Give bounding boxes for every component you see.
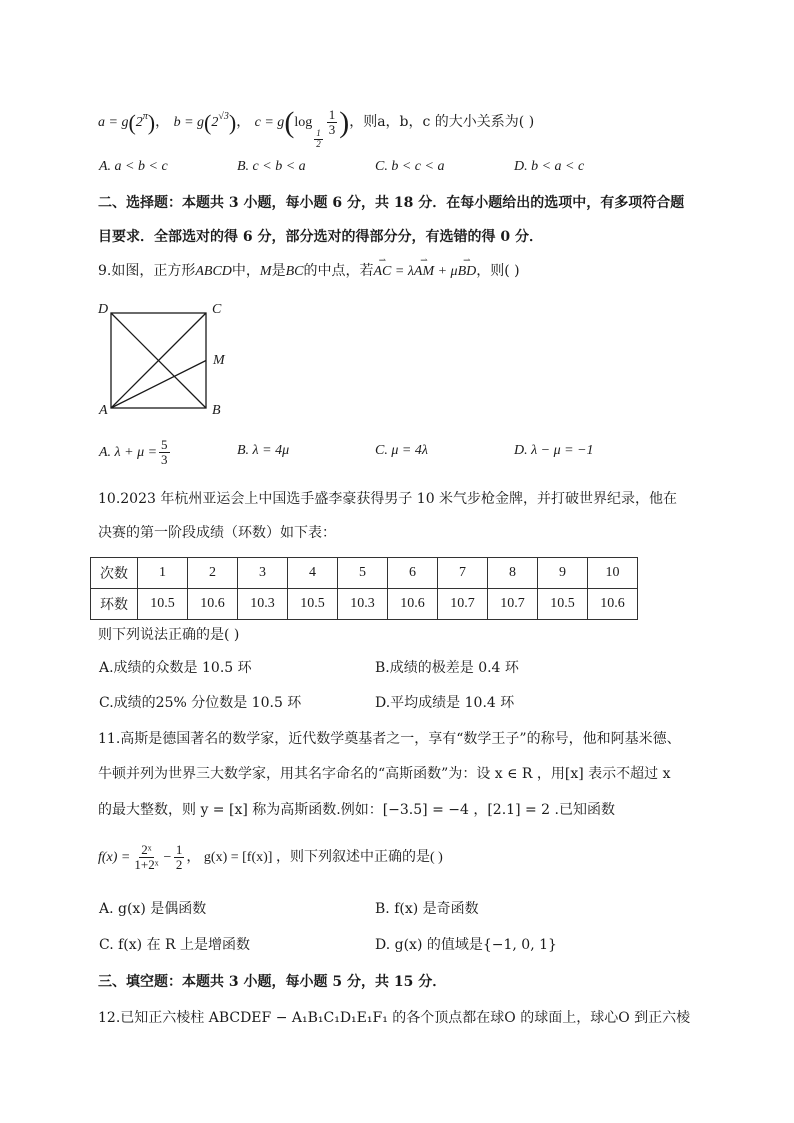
label-c: C <box>212 302 222 317</box>
table-cell: 10.7 <box>488 589 538 620</box>
table-cell: 10.3 <box>238 589 288 620</box>
label-d: D <box>98 302 109 317</box>
q8-a: $a = g(2^\pi)$ <box>98 109 156 135</box>
q11-stem-line1: 11.高斯是德国著名的数学家，近代数学奠基者之一，享有“数学王子”的称号，他和阿基米德、 <box>98 731 681 747</box>
q10-option-c: C.成绩的25% 分位数是 10.5 环 <box>99 695 302 711</box>
q10-option-a: A.成绩的众数是 10.5 环 <box>99 660 252 676</box>
table-row <box>91 589 638 620</box>
section3-heading: 三、填空题：本题共 3 小题，每小题 5 分，共 15 分． <box>98 974 447 990</box>
table-cell: 7 <box>438 558 488 589</box>
table-cell: 8 <box>488 558 538 589</box>
table-cell: 3 <box>238 558 288 589</box>
q10-option-b: B.成绩的极差是 0.4 环 <box>375 660 519 676</box>
q8-option-d: D. b < a < c <box>514 159 585 174</box>
table-row <box>91 558 638 589</box>
q11-option-b: B. f(x) 是奇函数 <box>375 901 479 917</box>
q9-option-b: B. λ = 4μ <box>237 443 290 458</box>
q11-option-c: C. f(x) 在 R 上是增函数 <box>99 937 251 953</box>
q11-option-d: D. g(x) 的值域是{−1, 0, 1} <box>375 937 557 953</box>
q10-option-d: D.平均成绩是 10.4 环 <box>375 695 515 711</box>
label-m: M <box>213 353 225 368</box>
q8-c: c = g(log $\frac{1}{2}$ $\frac{1}{3}$ ) <box>254 105 350 149</box>
q9-option-c: C. μ = 4λ <box>375 443 428 458</box>
q8-tail: ，则a，b，c 的大小关系为( ) <box>349 114 535 130</box>
table-cell: 4 <box>288 558 338 589</box>
table-cell: 10 <box>588 558 638 589</box>
table-cell: 6 <box>388 558 438 589</box>
table-cell: 2 <box>188 558 238 589</box>
section2-heading-line2: 目要求．全部选对的得 6 分，部分选对的得部分分，有选错的得 0 分． <box>98 229 543 245</box>
table-cell: 10.6 <box>588 589 638 620</box>
table-cell: 9 <box>538 558 588 589</box>
label-a: A <box>99 403 108 418</box>
q8-option-b: B. c < b < a <box>237 159 306 174</box>
table-header-cell: 次数 <box>91 558 138 589</box>
q11-stem-line2: 牛顿并列为世界三大数学家，用其名字命名的“高斯函数”为：设 x ∈ R ，用[x] 表示不超过 x <box>98 766 671 782</box>
q9-option-a: A. λ + μ = $\frac{5}{3}$ <box>99 436 168 468</box>
table-cell: 10.5 <box>138 589 188 620</box>
q10-stem-line2: 决赛的第一阶段成绩（环数）如下表： <box>98 525 336 541</box>
q8-expressions: $a = g(2^\pi)$， $b = g(2^{√3})$， c = g(log $\frac{1}{2}$ $\frac{1}{3}$ )，则a，b，c 的大小关系为( ) <box>98 105 535 149</box>
label-b: B <box>212 403 221 418</box>
table-cell: 10.5 <box>538 589 588 620</box>
table-cell: 10.3 <box>338 589 388 620</box>
table-cell: 1 <box>138 558 188 589</box>
section2-heading-line1: 二、选择题：本题共 3 小题，每小题 6 分，共 18 分．在每小题给出的选项中，有多项符合题 <box>98 195 685 211</box>
table-cell: 10.6 <box>188 589 238 620</box>
q11-stem-line3: 的最大整数，则 y = [x] 称为高斯函数.例如：[−3.5] = −4 ，[2.1] = 2 .已知函数 <box>98 802 615 818</box>
q9-square-figure <box>95 296 235 420</box>
q8-b: $b = g(2^{√3})$ <box>173 109 237 135</box>
q11-option-a: A. g(x) 是偶函数 <box>99 901 207 917</box>
table-cell: 10.7 <box>438 589 488 620</box>
q10-prompt: 则下列说法正确的是( ) <box>98 627 240 643</box>
q12-stem-line1: 12.已知正六棱柱 ABCDEF − A₁B₁C₁D₁E₁F₁ 的各个顶点都在球O 的球面上，球心O 到正六棱 <box>98 1010 691 1026</box>
q8-option-c: C. b < c < a <box>375 159 445 174</box>
q10-stem-line1: 10.2023 年杭州亚运会上中国选手盛李豪获得男子 10 米气步枪金牌，并打破世界纪录，他在 <box>98 491 678 507</box>
table-header-cell: 环数 <box>91 589 138 620</box>
q9-stem: 9.如图，正方形ABCD中，M是BC的中点，若⇀ AC = λ⇀ AM + μ⇀ BD，则( ) <box>98 260 520 280</box>
q8-option-a: A. a < b < c <box>99 159 168 174</box>
q9-option-d: D. λ − μ = −1 <box>514 443 594 458</box>
table-cell: 10.6 <box>388 589 438 620</box>
segment-am <box>111 361 206 409</box>
table-cell: 10.5 <box>288 589 338 620</box>
table-cell: 5 <box>338 558 388 589</box>
q10-score-table <box>90 557 638 620</box>
q11-function-def: f(x) = $\frac{\text{2ˣ}}{\text{1+2ˣ}}$ − $\frac{1}{2}$ ， g(x) = [f(x)] ，则下列叙述中正确的是( ) <box>98 841 443 873</box>
